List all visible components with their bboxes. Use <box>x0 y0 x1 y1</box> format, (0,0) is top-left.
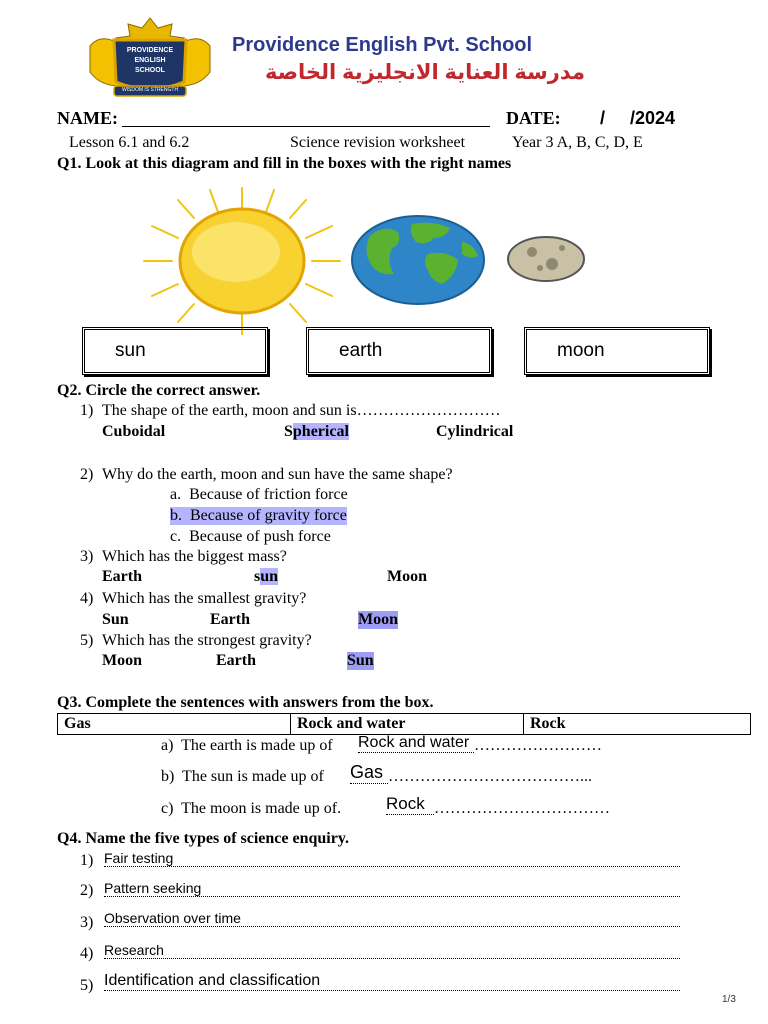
q3-answer-b[interactable]: Gas <box>350 762 388 784</box>
word-box-row <box>58 714 751 735</box>
q3-sentence-c: c) The moon is made up of. <box>161 800 342 817</box>
school-name-arabic: مدرسة العناية الانجليزية الخاصة <box>265 61 585 84</box>
answer-earth: earth <box>339 340 383 361</box>
q2-3-number: 3) <box>80 548 94 565</box>
answer-box-earth[interactable] <box>306 327 492 375</box>
q2-2-number: 2) <box>80 466 94 483</box>
school-name-english: Providence English Pvt. School <box>232 34 533 56</box>
q2-3-option[interactable]: Earth <box>102 568 142 585</box>
selected-highlight: pherical <box>292 423 349 440</box>
q2-4-option-selected[interactable]: Moon <box>358 611 398 628</box>
school-logo <box>80 16 220 100</box>
q2-1-option[interactable]: Cylindrical <box>436 423 514 440</box>
q4-answer-5[interactable]: Identification and classification <box>104 972 680 991</box>
q1-title: Q1. Look at this diagram and fill in the boxes with the right names <box>57 155 512 172</box>
selected-prefix: S <box>284 423 293 440</box>
word-box-cell: Rock and water <box>291 714 524 735</box>
q2-4-question: Which has the smallest gravity? <box>102 590 307 607</box>
logo-motto: WISDOM IS STRENGTH <box>121 87 179 93</box>
page-number: 1/3 <box>722 994 736 1005</box>
q2-3-option-selected[interactable] <box>254 568 278 586</box>
q2-4-option[interactable]: Earth <box>210 611 250 628</box>
sun-illustration <box>138 186 346 336</box>
q2-4-number: 4) <box>80 590 94 607</box>
q4-1-number: 1) <box>80 852 94 869</box>
q2-5-number: 5) <box>80 632 94 649</box>
q2-2-option[interactable]: c. Because of push force <box>170 528 331 545</box>
q4-4-number: 4) <box>80 945 94 962</box>
q2-title: Q2. Circle the correct answer. <box>57 382 261 399</box>
date-value[interactable]: / /2024 <box>600 108 676 128</box>
moon-illustration <box>506 236 586 282</box>
q3-sentence-c-dots: …………………………… <box>434 800 610 817</box>
q3-answer-c[interactable]: Rock <box>386 794 434 815</box>
q2-1-option-selected[interactable] <box>284 423 349 441</box>
q2-1-number: 1) <box>80 402 94 419</box>
q3-title: Q3. Complete the sentences with answers from the box. <box>57 694 434 711</box>
q4-5-number: 5) <box>80 977 94 994</box>
q2-5-option-selected[interactable]: Sun <box>347 652 374 669</box>
selected-highlight: un <box>260 568 279 585</box>
q3-sentence-b: b) The sun is made up of <box>161 768 324 785</box>
lesson-label: Lesson 6.1 and 6.2 <box>69 134 190 151</box>
q2-5-question: Which has the strongest gravity? <box>102 632 312 649</box>
logo-text: PROVIDENCE ENGLISH SCHOOL <box>126 47 174 74</box>
q2-3-option[interactable]: Moon <box>387 568 427 585</box>
q4-answer-2[interactable]: Pattern seeking <box>104 880 680 897</box>
q4-title: Q4. Name the five types of science enquiry. <box>57 830 349 847</box>
selected-prefix: s <box>254 568 261 585</box>
q2-1-option[interactable]: Cuboidal <box>102 423 166 440</box>
q3-sentence-b-dots: ………………………………... <box>388 768 592 785</box>
word-box <box>57 713 751 735</box>
earth-illustration <box>350 214 486 306</box>
q2-4-option[interactable]: Sun <box>102 611 129 628</box>
q4-2-number: 2) <box>80 882 94 899</box>
q4-answer-3[interactable]: Observation over time <box>104 910 680 927</box>
year-classes: Year 3 A, B, C, D, E <box>512 134 643 151</box>
name-field[interactable] <box>122 110 490 127</box>
q2-2-option-selected[interactable]: b. Because of gravity force <box>170 507 347 524</box>
q2-5-option[interactable]: Moon <box>102 652 142 669</box>
word-box-cell: Gas <box>58 714 291 735</box>
date-label: DATE: <box>506 108 561 128</box>
q3-sentence-a: a) The earth is made up of <box>161 737 333 754</box>
q4-3-number: 3) <box>80 914 94 931</box>
q2-3-question: Which has the biggest mass? <box>102 548 287 565</box>
q4-answer-1[interactable]: Fair testing <box>104 850 680 867</box>
q2-2-question: Why do the earth, moon and sun have the same shape? <box>102 466 453 483</box>
name-label: NAME: <box>57 108 118 128</box>
answer-sun: sun <box>115 340 146 361</box>
q4-answer-4[interactable]: Research <box>104 942 680 959</box>
word-box-cell: Rock <box>524 714 751 735</box>
answer-box-sun[interactable] <box>82 327 268 375</box>
answer-moon: moon <box>557 340 605 361</box>
q3-sentence-a-dots: …………………… <box>474 737 602 754</box>
q3-answer-a[interactable]: Rock and water <box>358 734 474 753</box>
q2-5-option[interactable]: Earth <box>216 652 256 669</box>
worksheet-subject: Science revision worksheet <box>290 134 466 151</box>
answer-box-moon[interactable] <box>524 327 710 375</box>
q2-1-question: The shape of the earth, moon and sun is……………………… <box>102 402 501 419</box>
q2-2-option[interactable]: a. Because of friction force <box>170 486 348 503</box>
